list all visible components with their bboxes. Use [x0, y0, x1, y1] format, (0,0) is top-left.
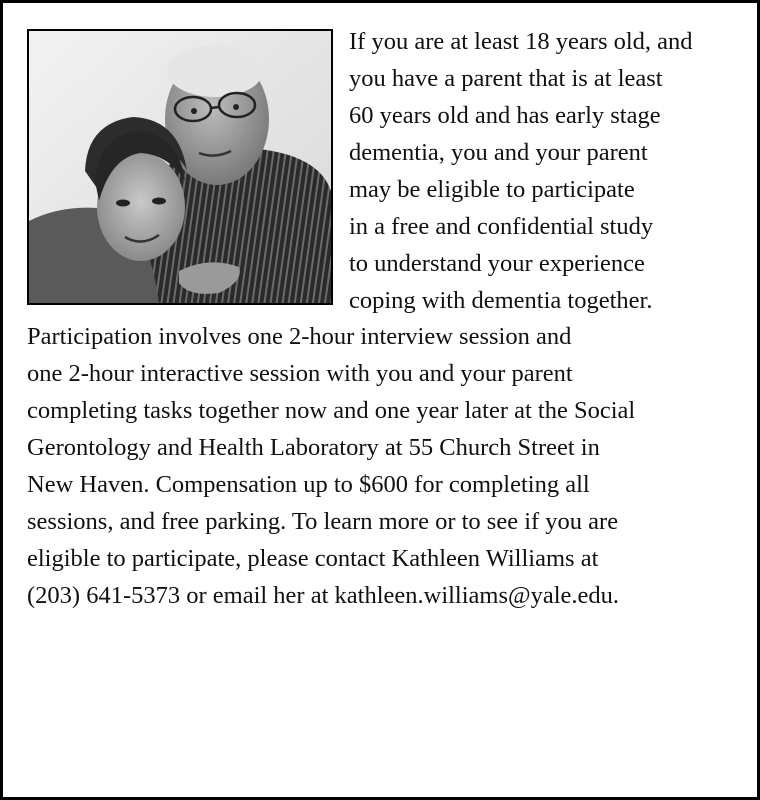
intro-line: to understand your experience	[349, 250, 645, 277]
intro-line: 60 years old and has early stage	[349, 102, 661, 129]
parent-and-adult-child-photo-icon	[27, 29, 333, 305]
intro-line: coping with dementia together.	[349, 287, 653, 314]
body-line: sessions, and free parking. To learn more or to see if you are	[27, 508, 619, 535]
body-line: (203) 641-5373 or email her at kathleen.williams@yale.edu.	[27, 582, 620, 609]
intro-line: you have a parent that is at least	[349, 65, 663, 92]
intro-line: If you are at least 18 years old, and	[349, 28, 693, 55]
body-line: New Haven. Compensation up to $600 for completing all	[27, 471, 590, 498]
intro-line: dementia, you and your parent	[349, 139, 648, 166]
body-line: eligible to participate, please contact Kathleen Williams at	[27, 545, 599, 572]
body-line: completing tasks together now and one year later at the Social	[27, 397, 636, 424]
body-line: one 2-hour interactive session with you and your parent	[27, 360, 573, 387]
body-line: Participation involves one 2-hour interview session and	[27, 323, 572, 350]
body-line: Gerontology and Health Laboratory at 55 Church Street in	[27, 434, 600, 461]
intro-line: in a free and confidential study	[349, 213, 654, 240]
intro-line: may be eligible to participate	[349, 176, 635, 203]
